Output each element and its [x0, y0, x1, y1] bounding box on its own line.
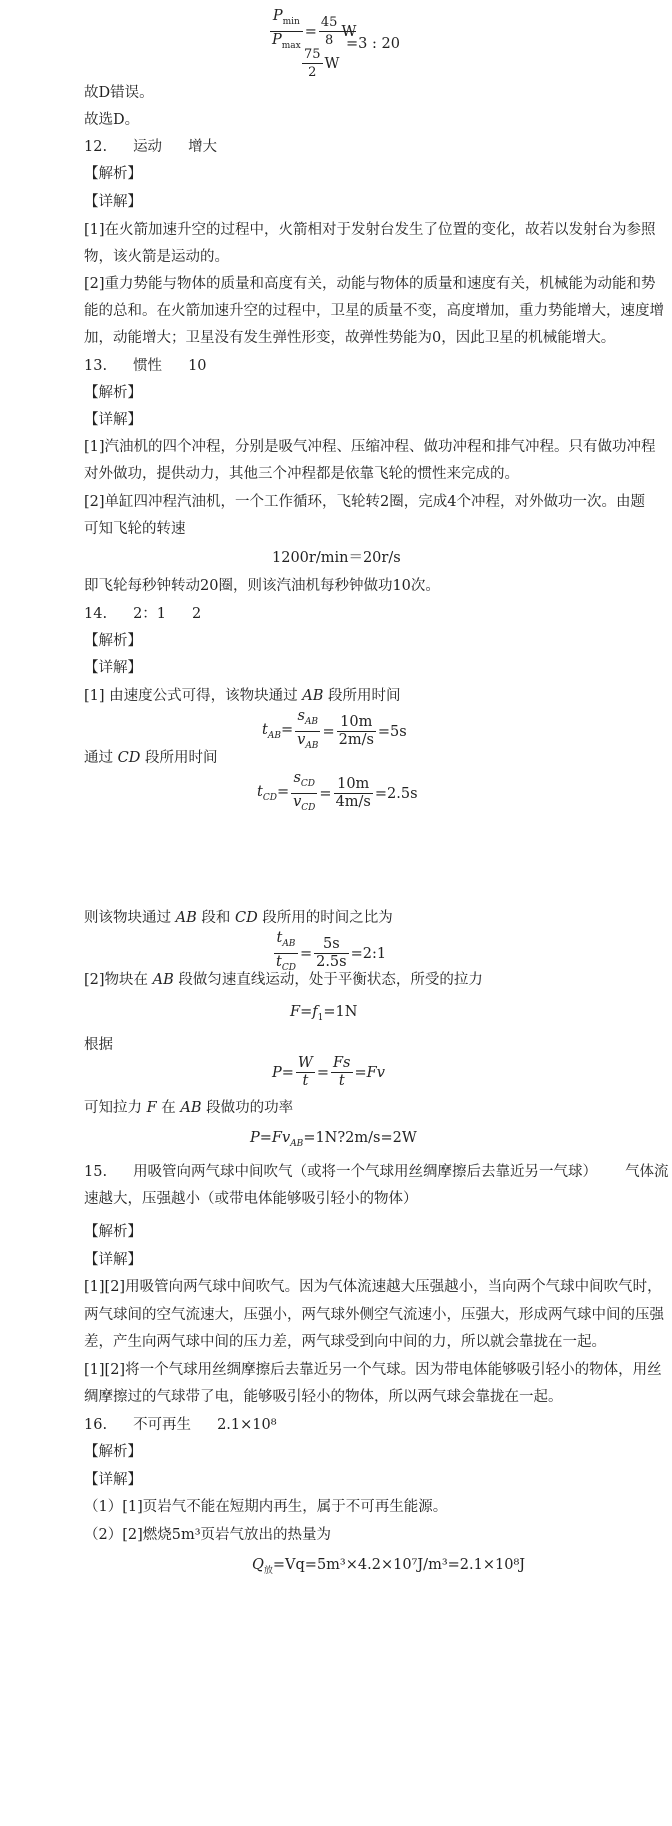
text-line: （2）[2]燃烧5m³页岩气放出的热量为 [84, 1527, 332, 1543]
text-line: 两气球间的空气流速大，压强小，两气球外侧空气流速小，压强大，形成两气球中间的压强 [84, 1307, 664, 1323]
text-line: [2]重力势能与物体的质量和高度有关，动能与物体的质量和速度有关，机械能为动能和势 [84, 276, 656, 292]
detail-label: 【详解】 [84, 1472, 142, 1488]
text-line: （1）[1]页岩气不能在短期内再生，属于不可再生能源。 [84, 1499, 448, 1515]
text-line: 根据 [84, 1037, 113, 1053]
equation-t-cd: $t_{CD}=$ $\frac{s_{CD}}{v_{CD}}$ = $\frac{10m}{4m/s}$ =2.5s [257, 770, 418, 813]
text-line: 绸摩擦过的气球带了电，能够吸引轻小的物体，所以两气球会靠拢在一起。 [84, 1389, 563, 1405]
power-ratio-fraction: $\frac{P_{min}}{P_{max}}$ [272, 8, 301, 51]
question-15-answer: 15. 用吸管向两气球中间吹气（或将一个气球用丝绸摩擦后去靠近另一气球） 气体流 [84, 1164, 669, 1180]
detail-label: 【详解】 [84, 660, 142, 676]
text-line: 即飞轮每秒钟转动20圈，则该汽油机每秒钟做功10次。 [84, 578, 440, 594]
text-line: [2]物块在 AB 段做匀速直线运动，处于平衡状态，所受的拉力 [84, 972, 483, 988]
question-13-answer: 13. 惯性 10 [84, 358, 207, 374]
text-line: 物，该火箭是运动的。 [84, 249, 229, 265]
question-14-answer: 14. 2：1 2 [84, 606, 202, 622]
text-line: 故D错误。 [84, 85, 154, 101]
text-line: 能的总和。在火箭加速升空的过程中，卫星的质量不变，高度增加，重力势能增大，速度增 [84, 303, 664, 319]
text-line: [1]在火箭加速升空的过程中，火箭相对于发射台发生了位置的变化，故若以发射台为参照 [84, 222, 656, 238]
text-line: 对外做功，提供动力，其他三个冲程都是依靠飞轮的惯性来完成的。 [84, 466, 519, 482]
text-line: [1][2]用吸管向两气球中间吹气。因为气体流速越大压强越小，当向两个气球中间吹气时， [84, 1279, 662, 1295]
detail-label: 【详解】 [84, 1252, 142, 1268]
question-15-answer-cont: 速越大，压强越小（或带电体能够吸引轻小的物体） [84, 1191, 418, 1207]
equation-force: $F=f_1=1N$ [290, 1004, 358, 1023]
detail-label: 【详解】 [84, 412, 142, 428]
text-line: 加，动能增大；卫星没有发生弹性形变，故弹性势能为0，因此卫星的机械能增大。 [84, 330, 616, 346]
formula-result: =3 : 20 [346, 36, 400, 52]
analysis-label: 【解析】 [84, 385, 142, 401]
equation-power: P= $\frac{W}{t}$ = $\frac{Fs}{t}$ =Fv [272, 1055, 385, 1089]
formula-denominator: $\frac{75}{2}$ W [304, 47, 340, 80]
text-line: [2]单缸四冲程汽油机，一个工作循环，飞轮转2圈，完成4个冲程，对外做功一次。由题 [84, 494, 645, 510]
text-line: 可知拉力 F 在 AB 段做功的功率 [84, 1100, 294, 1116]
text-line: 则该物块通过 AB 段和 CD 段所用的时间之比为 [84, 910, 393, 926]
analysis-label: 【解析】 [84, 1444, 142, 1460]
text-line: 差，产生向两气球中间的压力差，两气球受到向中间的力，所以就会靠拢在一起。 [84, 1334, 606, 1350]
analysis-label: 【解析】 [84, 166, 142, 182]
question-16-answer: 16. 不可再生 2.1×10⁸ [84, 1417, 277, 1433]
text-line: 通过 CD 段所用时间 [84, 750, 218, 766]
detail-label: 【详解】 [84, 194, 142, 210]
text-line: [1]汽油机的四个冲程，分别是吸气冲程、压缩冲程、做功冲程和排气冲程。只有做功冲程 [84, 439, 656, 455]
analysis-label: 【解析】 [84, 1224, 142, 1240]
text-line: 故选D。 [84, 112, 140, 128]
equation-rpm: 1200r/min＝20r/s [272, 550, 401, 566]
equation-power-value: $P=Fv_{AB}=1N?2m/s=2W$ [250, 1130, 417, 1149]
denominator-rule [322, 31, 356, 32]
equation-t-ab: $t_{AB}=$ $\frac{s_{AB}}{v_{AB}}$ = $\frac{10m}{2m/s}$ =5s [262, 708, 407, 751]
question-12-answer: 12. 运动 增大 [84, 139, 218, 155]
text-line: [1] 由速度公式可得，该物块通过 AB 段所用时间 [84, 688, 401, 704]
text-line: 可知飞轮的转速 [84, 521, 186, 537]
equation-heat: $Q_放=Vq=5m^3\times 4.2\times 10^7J/m^3=2.1\times 10^8J$ [252, 1557, 526, 1576]
equation-time-ratio: $\frac{t_{AB}}{t_{CD}}$ = $\frac{5s}{2.5s}$ =2:1 [276, 930, 387, 973]
formula-power-ratio: $\frac{P_{min}}{P_{max}}$ = $\frac{45}{8}$ W [268, 8, 356, 55]
numerator-fraction: $\frac{45}{8}$ [320, 15, 338, 48]
analysis-label: 【解析】 [84, 633, 142, 649]
text-line: [1][2]将一个气球用丝绸摩擦后去靠近另一个气球。因为带电体能够吸引轻小的物体，用丝 [84, 1362, 662, 1378]
